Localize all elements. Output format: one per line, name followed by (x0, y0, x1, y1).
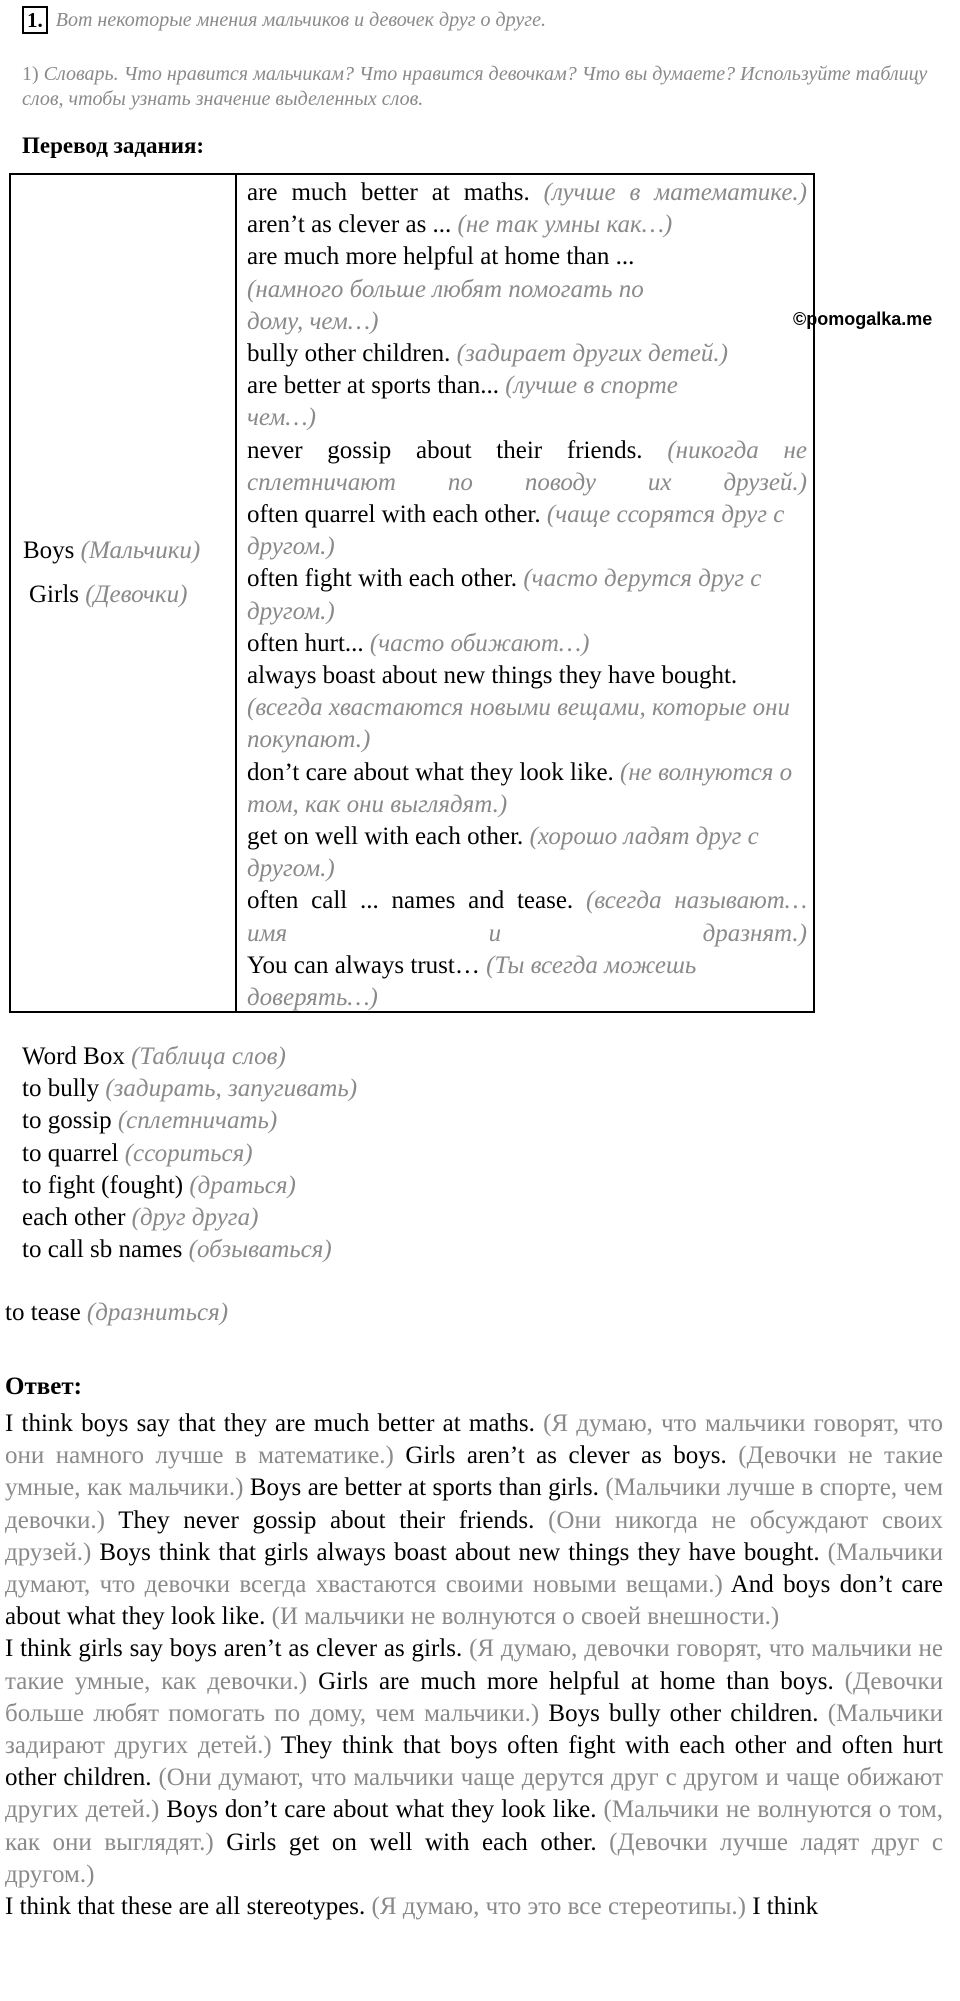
phrase-ru: (Ты всегда можешь доверять…) (247, 951, 697, 1012)
phrase-item (247, 660, 807, 757)
word-box-item (22, 1105, 357, 1137)
task-instruction: Вот некоторые мнения мальчиков и девочек друг о друге. (55, 8, 546, 31)
answer-text (5, 1408, 943, 1923)
sub-task-number: 1) (22, 63, 39, 85)
phrase-item (247, 370, 747, 434)
phrase-item (247, 499, 807, 563)
translation-heading: Перевод задания: (22, 133, 205, 158)
phrase-ru: (чаще ссорятся друг с другом.) (247, 501, 785, 561)
subject-en: Boys (23, 537, 75, 564)
word-en: to quarrel (22, 1139, 119, 1167)
phrase-en: bully other children. (247, 340, 451, 368)
phrase-en: always boast about new things they have bought. (247, 662, 738, 690)
phrase-ru: (намного больше любят помогать по дому, чем…) (247, 275, 644, 335)
phrase-ru: (не волнуются о том, как они выглядят.) (247, 758, 793, 818)
phrase-ru: (не так умны как…) (457, 211, 673, 239)
phrase-ru: (хорошо ладят друг с другом.) (247, 823, 759, 883)
word-ru: (друг друга) (131, 1204, 259, 1232)
word-ru: (задирать, запугивать) (105, 1075, 358, 1103)
word-box-item (22, 1138, 357, 1170)
sentence-en: I think boys say that they are much better at maths. (5, 1410, 535, 1437)
task-number: 1. (22, 6, 48, 34)
word-en: to fight (fought) (22, 1171, 184, 1199)
sentence-en: Girls get on well with each other. (226, 1828, 597, 1856)
sub-task (22, 62, 960, 112)
sub-task-text: Словарь. Что нравится мальчикам? Что нравится девочкам? Что вы думаете? Используйте таблицу слов, чтобы узнать значение выделенных слов. (22, 63, 928, 110)
sentence-ru: (Девочки не такие умные, как мальчики.) (5, 1442, 944, 1502)
phrase-item (247, 241, 687, 338)
phrase-item (247, 757, 807, 821)
sentence-en: Girls are much more helpful at home than boys. (318, 1667, 834, 1695)
answer-paragraph (5, 1633, 943, 1891)
word-tease (5, 1299, 228, 1327)
word-box-item (22, 1202, 357, 1234)
sentence-en: Boys are better at sports than girls. (249, 1474, 599, 1502)
answer-paragraph (5, 1891, 943, 1923)
sentence-ru: (Я думаю, девочки говорят, что мальчики не такие умные, как девочки.) (5, 1635, 943, 1695)
word-ru: (дразниться) (86, 1299, 229, 1326)
subjects-cell (11, 175, 237, 1011)
word-ru: (ссориться) (124, 1139, 253, 1167)
sentence-ru: (Мальчики не волнуются о том, как они выглядят.) (5, 1796, 943, 1856)
phrase-item (247, 177, 807, 209)
word-en: Word Box (22, 1043, 125, 1070)
word-box-item (22, 1170, 357, 1202)
subject-ru: (Девочки) (85, 581, 188, 608)
phrase-ru: (всегда называют… имя и дразнят.) (247, 887, 808, 947)
word-box (22, 1041, 357, 1266)
answer-label: Ответ: (5, 1373, 82, 1400)
subject-en: Girls (29, 581, 79, 608)
phrase-en: often hurt... (247, 629, 364, 657)
subject-girls (23, 573, 200, 617)
subject-ru: (Мальчики) (80, 537, 201, 564)
sentence-en: Girls aren’t as clever as boys. (405, 1442, 727, 1470)
phrase-ru: (лучше в математике.) (543, 179, 807, 206)
vocabulary-table (9, 173, 815, 1013)
sentence-en: Boys think that girls always boast about new things they have bought. (99, 1538, 820, 1566)
phrase-item (247, 950, 807, 1014)
phrase-ru: (часто дерутся друг с другом.) (247, 565, 762, 625)
word-en: to gossip (22, 1107, 112, 1135)
sentence-ru: (Они думают, что мальчики чаще дерутся друг с другом и чаще обижают других детей.) (5, 1764, 943, 1824)
subject-boys (23, 529, 200, 573)
word-ru: (драться) (189, 1171, 296, 1199)
sentence-ru: (Я думаю, что это все стереотипы.) (371, 1893, 746, 1921)
sentence-en: They never gossip about their friends. (118, 1506, 535, 1534)
sentence-ru: (Мальчики думают, что девочки всегда хвастаются своими новыми вещами.) (5, 1538, 943, 1599)
phrase-ru: (всегда хвастаются новыми вещами, которые они покупают.) (247, 694, 791, 754)
phrase-en: don’t care about what they look like. (247, 758, 614, 786)
phrase-item (247, 563, 807, 627)
phrase-item (247, 628, 807, 660)
word-box-item (22, 1234, 357, 1266)
phrase-en: never gossip about their friends. (247, 436, 643, 464)
phrase-ru: (задирает других детей.) (456, 340, 728, 368)
phrase-en: aren’t as clever as ... (247, 211, 452, 239)
sentence-en: They think that boys often fight with each other and often hurt other children. (5, 1732, 943, 1792)
word-en: to call sb names (22, 1236, 183, 1264)
phrase-en: are much more helpful at home than ... (247, 243, 635, 271)
phrase-item (247, 821, 807, 885)
phrase-en: are much better at maths. (247, 179, 530, 206)
phrase-ru: (лучше в спорте чем…) (247, 372, 678, 432)
word-en: to bully (22, 1075, 100, 1103)
sentence-ru: (И мальчики не волнуются о своей внешности.) (271, 1603, 780, 1631)
sentence-ru: (Девочки больше любят помогать по дому, чем мальчики.) (5, 1667, 944, 1727)
word-ru: (Таблица слов) (131, 1043, 286, 1070)
phrase-ru: (никогда не сплетничают по поводу их друзей.) (247, 436, 807, 496)
phrase-en: often call ... names and tease. (247, 887, 574, 915)
sentence-ru: (Мальчики лучше в спорте, чем девочки.) (5, 1474, 944, 1534)
phrase-en: are better at sports than... (247, 372, 499, 400)
task-header (22, 6, 546, 34)
watermark: ©pomogalka.me (793, 309, 933, 329)
sentence-ru: (Я думаю, что мальчики говорят, что они намного лучше в математике.) (5, 1410, 944, 1470)
sentence-en: Boys don’t care about what they look like. (166, 1796, 597, 1824)
word-ru: (обзываться) (188, 1236, 332, 1264)
sentence-ru: (Мальчики задирают других детей.) (5, 1699, 944, 1760)
word-en: each other (22, 1204, 126, 1232)
phrase-item (247, 338, 807, 370)
subjects-list (23, 529, 200, 617)
phrase-item (247, 435, 807, 499)
phrase-en: often quarrel with each other. (247, 501, 541, 529)
sentence-en: Boys bully other children. (548, 1699, 819, 1727)
sentence-ru: (Они никогда не обсуждают своих друзей.) (5, 1506, 944, 1566)
word-en: to tease (5, 1299, 81, 1326)
answer-paragraph (5, 1408, 943, 1633)
phrase-item (247, 209, 807, 241)
sentence-en: I think (752, 1893, 819, 1921)
sentence-en: I think girls say boys aren’t as clever as girls. (5, 1635, 463, 1663)
sentence-ru: (Девочки лучше ладят друг с другом.) (5, 1828, 944, 1888)
sentence-en: I think that these are all stereotypes. (5, 1893, 366, 1921)
phrase-en: often fight with each other. (247, 565, 518, 593)
phrase-en: get on well with each other. (247, 823, 524, 851)
word-ru: (сплетничать) (117, 1107, 278, 1135)
phrase-item (247, 885, 807, 949)
phrase-ru: (часто обижают…) (369, 629, 590, 657)
word-box-item (22, 1073, 357, 1105)
phrases-cell (247, 175, 807, 1014)
sentence-en: And boys don’t care about what they look like. (5, 1571, 944, 1631)
phrase-en: You can always trust… (247, 951, 480, 979)
word-box-title (22, 1041, 357, 1073)
